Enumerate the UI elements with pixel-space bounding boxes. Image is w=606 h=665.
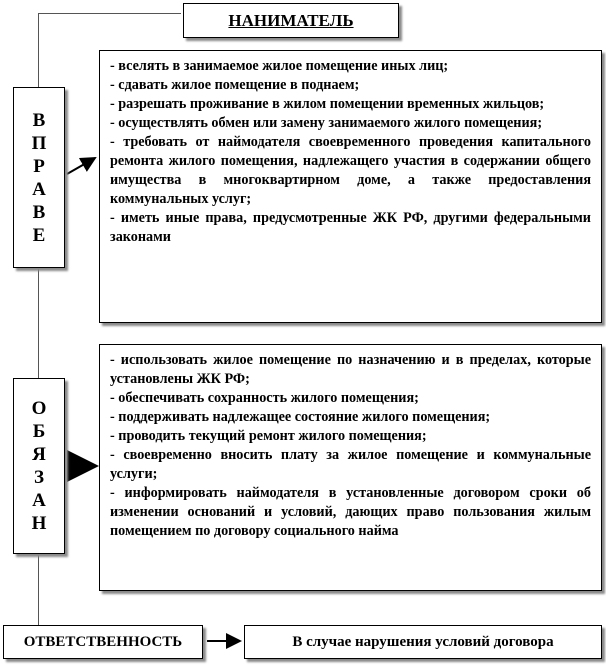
duties-list [99,344,602,591]
rights-label-box [13,87,65,268]
rights-letter: П [31,132,47,154]
duties-letter: Я [32,444,46,465]
duties-letter: А [32,490,46,511]
duties-item: - использовать жилое помещение по назначению и в пределах, которые установлены ЖК РФ; [110,352,591,387]
duties-item: - своевременно вносить плату за жилое помещение и коммунальные услуги; [110,447,591,482]
rights-item: - требовать от наймодателя своевременного проведения капитального ремонта жилого помещения, надлежащего участия в содержании общего имущества в многоквартирном доме, а также предоставления коммунальных услуг; [110,134,591,207]
duties-item: - обеспечивать сохранность жилого помещения; [110,390,419,406]
rights-letter: В [32,109,46,131]
rights-item: - осуществлять обмен или замену занимаемого жилого помещения; [110,115,543,131]
duties-letter: Б [32,421,46,442]
duties-letter: О [31,398,47,419]
rights-letter: А [32,178,46,200]
rights-item: - иметь иные права, предусмотренные ЖК РФ, другими федеральными законами [110,210,591,245]
rights-arrow [67,158,95,174]
rights-letter: Р [33,155,45,177]
rights-item: - сдавать жилое помещение в поднаем; [110,77,360,93]
liability-label: ОТВЕТСТВЕННОСТЬ [23,634,183,650]
rights-item: - вселять в занимаемое жилое помещение иных лиц; [110,58,449,74]
liability-label-box [3,625,203,659]
rights-list [99,50,602,323]
duties-letter: Н [31,513,47,534]
header-title: НАНИМАТЕЛЬ [228,11,354,30]
duties-item: - поддерживать надлежащее состояние жилого помещения; [110,409,491,425]
liability-text-box [244,625,602,659]
rights-letter: Е [32,224,46,246]
duties-item: - информировать наймодателя в установленные договором сроки об изменении оснований и условий, дающих право пользования жилым помещением по договору социального найма [110,485,591,539]
rights-item: - разрешать проживание в жилом помещении временных жильцов; [110,96,545,112]
header-box [183,3,399,38]
duties-item: - проводить текущий ремонт жилого помещения; [110,428,427,444]
duties-label-box [13,378,65,554]
rights-letter: В [32,201,46,223]
duties-letter: З [33,467,45,488]
liability-text: В случае нарушения условий договора [292,634,554,650]
